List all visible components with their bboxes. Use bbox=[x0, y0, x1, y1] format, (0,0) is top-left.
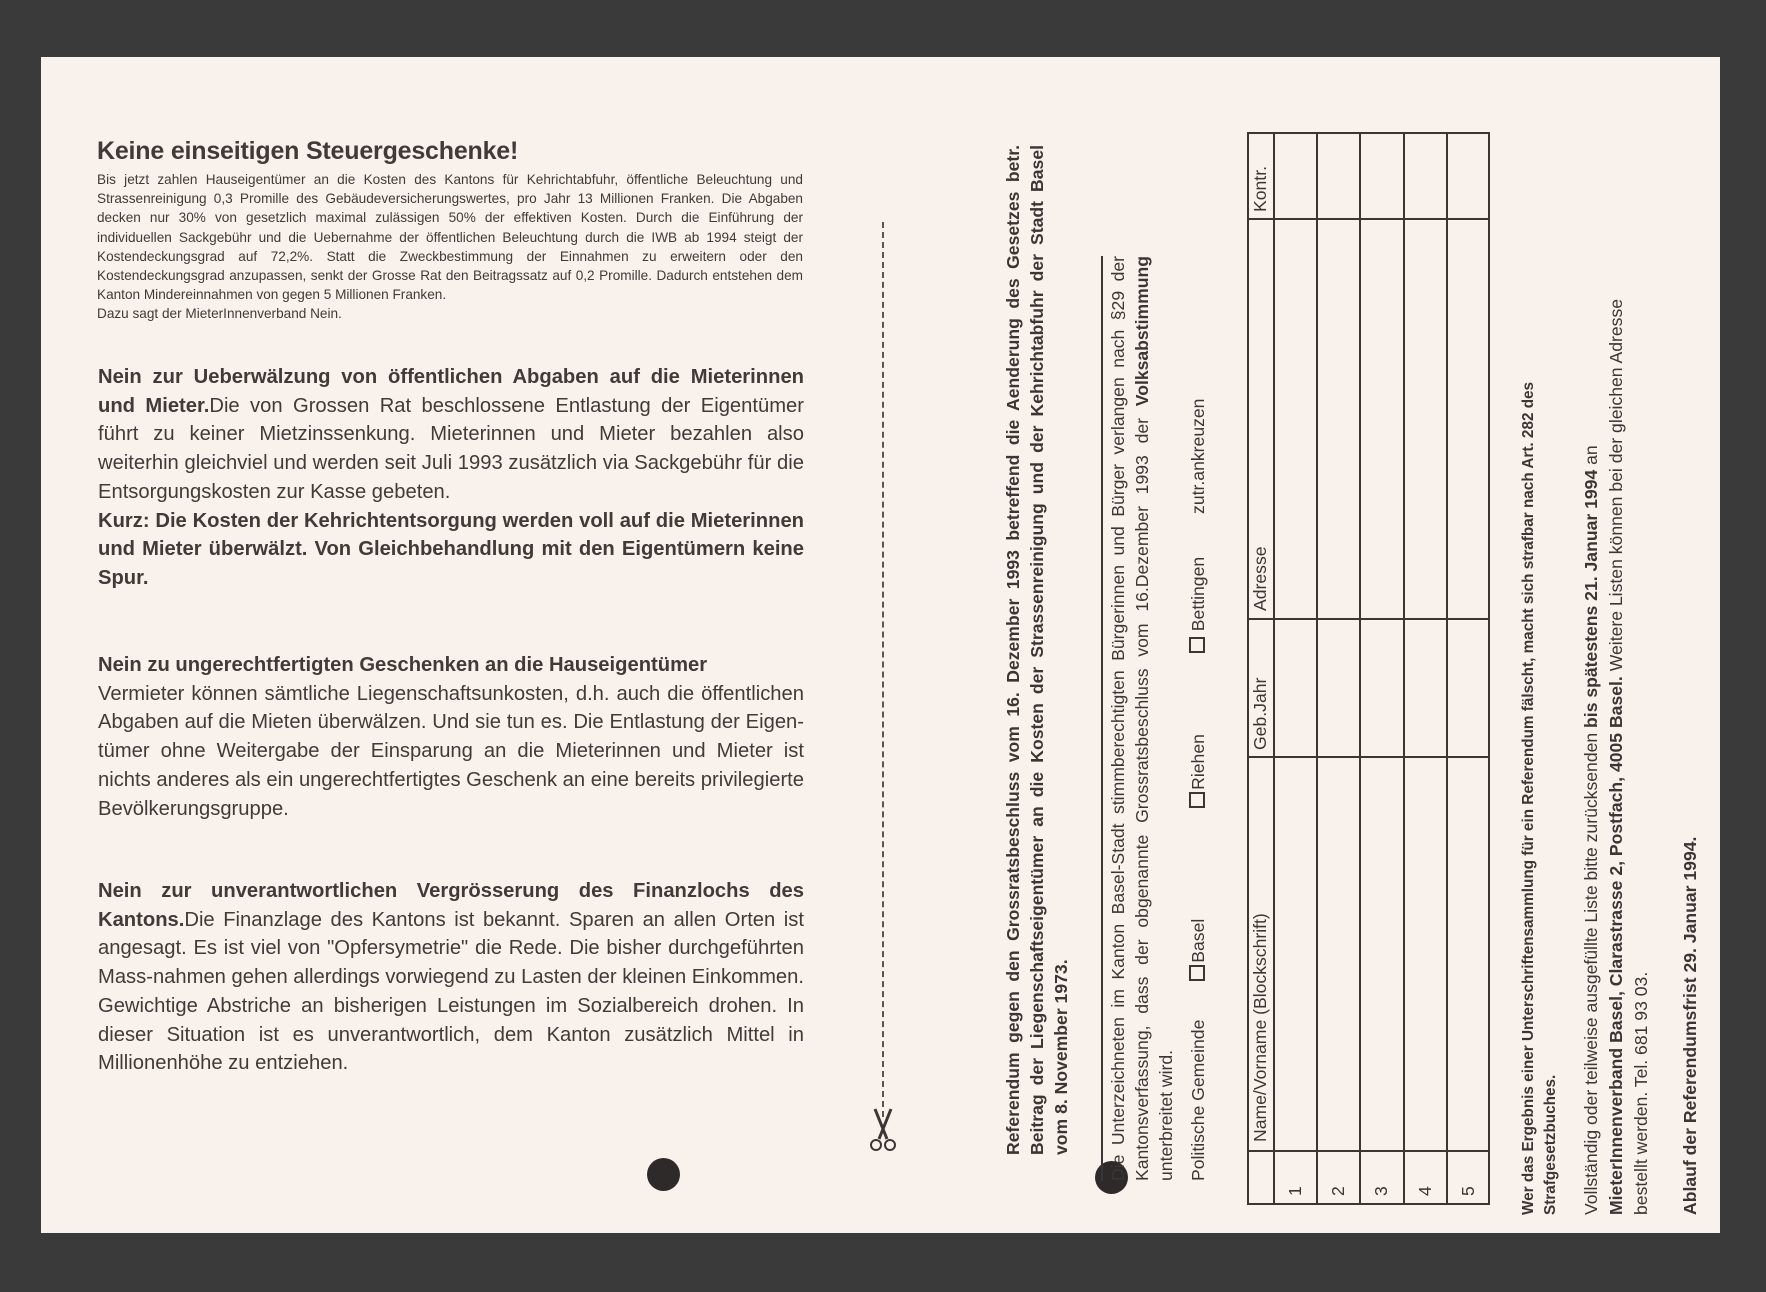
row-number: 3 bbox=[1371, 1186, 1391, 1196]
return-instructions: Vollständig oder teilweise ausgefüllte Liste bitte zurücksenden bis spätestens 21. Januar 1994 an MieterInnenverband Basel, Clarastrasse 2, Postfach, 4005 Basel. Weitere Listen können bei der gleichen Adresse bestellt werden. Tel. 681 93 03. bbox=[1579, 305, 1654, 1215]
signers-line: unterbreitet wird. bbox=[1156, 1049, 1176, 1181]
separator-line bbox=[1101, 256, 1103, 1181]
row-number: 1 bbox=[1285, 1186, 1305, 1196]
column-header-kontr: Kontr. bbox=[1250, 166, 1270, 212]
column-header-name: Name/Vorname (Blockschrift) bbox=[1250, 913, 1270, 1142]
referendum-line: Beitrag der Liegenschaftseigentümer an die Kosten der Strassenreinigung und der Kehrichtabfuhr der Stadt Basel bbox=[1027, 145, 1047, 1155]
table-rule bbox=[1273, 134, 1275, 1203]
section-heading: Nein zur unverantwortlichen Vergrösserung des Finanzlochs des Kantons. bbox=[98, 880, 804, 931]
intro-conclusion: Dazu sagt der MieterInnenverband Nein. bbox=[97, 306, 342, 322]
section-ueberwaelzung bbox=[98, 363, 804, 593]
gemeinde-selector bbox=[1186, 398, 1210, 1181]
deadline-note: Ablauf der Referendumsfrist 29. Januar 1994. bbox=[1680, 836, 1700, 1215]
table-rule bbox=[1249, 1150, 1488, 1152]
signers-statement bbox=[1106, 256, 1178, 1181]
table-rule bbox=[1403, 134, 1405, 1203]
forgery-warning: Wer das Ergebnis einer Unterschriftensammlung für ein Referendum fälscht, macht sich strafbar nach Art. 282 des Strafgesetzbuches. bbox=[1520, 381, 1559, 1215]
option-bettingen[interactable]: Bettingen bbox=[1186, 557, 1210, 653]
cut-line bbox=[882, 222, 884, 1117]
option-basel[interactable]: Basel bbox=[1186, 919, 1210, 981]
checkbox-bettingen[interactable] bbox=[1189, 637, 1205, 653]
main-heading: Keine einseitigen Steuergeschenke! bbox=[97, 137, 519, 165]
section-summary: Kurz: Die Kosten der Kehrichtentsorgung werden voll auf die Mieterinnen und Mieter überwälzt. Von Gleichbehandlung mit den Eigentümern keine Spur. bbox=[98, 509, 804, 589]
leaflet-page bbox=[41, 57, 1720, 1233]
section-text: Vermieter können sämtliche Liegenschaftsunkosten, d.h. auch die öffentlichen Abgaben auf die Mieten überwälzen. Und sie tun es. Die Entlastung der Eigen-tümer ohne Weitergabe der Einsparung an die Mieterinnen und Mieter ist nichts anderes als ein ungerechtfertigtes Geschenk an eine bereits privilegierte Bevölkerungsgruppe. bbox=[98, 682, 804, 820]
section-geschenke bbox=[98, 651, 804, 823]
table-rule bbox=[1446, 134, 1448, 1203]
table-rule bbox=[1359, 134, 1361, 1203]
gemeinde-hint: zutr.ankreuzen bbox=[1188, 398, 1208, 514]
phone-line: bestellt werden. Tel. 681 93 03. bbox=[1631, 971, 1651, 1215]
table-rule bbox=[1249, 618, 1488, 620]
signers-line: Die Unterzeichneten im Kanton Basel-Stadt stimmberechtigten Bürgerinnen und Bürger verlangen nach §29 der bbox=[1108, 256, 1128, 1181]
scissors-icon bbox=[867, 1107, 899, 1155]
row-number: 5 bbox=[1458, 1186, 1478, 1196]
table-rule bbox=[1249, 756, 1488, 758]
signers-line: Kantonsverfassung, dass der obgenannte Grossratsbeschluss vom 16.Dezember 1993 der bbox=[1132, 406, 1152, 1181]
section-text: Die von Grossen Rat beschlossene Entlastung der Eigentümer führt zu keiner Mietzinssenkung. Mieterinnen und Mieter bezahlen also weiterhin gleichviel und werden seit Juli 1993 zusätzlich via Sackgebühr für die Entsorgungskosten zur Kasse gebeten. bbox=[98, 394, 804, 503]
option-riehen[interactable]: Riehen bbox=[1186, 734, 1210, 808]
punch-hole bbox=[647, 1158, 680, 1191]
row-number: 4 bbox=[1415, 1186, 1435, 1196]
table-rule bbox=[1249, 218, 1488, 220]
signers-bold: Volksabstimmung bbox=[1132, 256, 1152, 407]
checkbox-riehen[interactable] bbox=[1189, 792, 1205, 808]
referendum-line: Referendum gegen den Grossratsbeschluss vom 16. Dezember 1993 betreffend die Aenderung des Gesetzes betr. bbox=[1003, 145, 1023, 1155]
section-text: Die Finanzlage des Kantons ist bekannt. Sparen an allen Orten ist angesagt. Es ist viel von "Opfersymetrie" die Rede. Die bisher durchgeführten Mass-nahmen gehen allerdings vorwiegend zu Lasten der kleinen Einkommen. Gewichtige Abstriche an bisherigen Leistungen im Sozialbereich drohen. In dieser Situation ist es unverantwortlich, dem Kanton zusätzlich Mittel in Millionenhöhe zu entziehen. bbox=[98, 908, 804, 1075]
row-number: 2 bbox=[1328, 1186, 1348, 1196]
section-finanzloch bbox=[98, 877, 804, 1078]
referendum-line: vom 8. November 1973. bbox=[1051, 959, 1071, 1155]
checkbox-basel[interactable] bbox=[1189, 965, 1205, 981]
gemeinde-label: Politische Gemeinde bbox=[1188, 1019, 1208, 1181]
intro-paragraph bbox=[97, 170, 803, 324]
return-address: MieterInnenverband Basel, Clarastrasse 2, Postfach, 4005 Basel. bbox=[1606, 676, 1626, 1215]
signature-table bbox=[1247, 132, 1490, 1205]
column-header-gebjahr: Geb.Jahr bbox=[1250, 677, 1270, 750]
referendum-title bbox=[1001, 145, 1073, 1155]
section-heading: Nein zur Ueberwälzung von öffentlichen Abgaben auf die Mieterinnen und Mieter. bbox=[98, 366, 804, 417]
section-heading: Nein zu ungerechtfertigten Geschenken an die Hauseigentümer bbox=[98, 654, 708, 676]
column-header-adresse: Adresse bbox=[1250, 546, 1270, 611]
intro-text: Bis jetzt zahlen Hauseigentümer an die Kosten des Kantons für Kehrichtabfuhr, öffentliche Beleuchtung und Strassenreinigung 0,3 Promille des Gebäudeversicherungswertes, pro Jahr 13 Millionen Franken. Die Abgaben decken nur 30% von gesetzlich maximal zulässigen 50% der effektiven Kosten. Durch die Einführung der individuellen Sackgebühr und die Uebernahme der öffentlichen Beleuchtung durch die IWB ab 1994 steigt der Kostendeckungsgrad auf 72,2%. Statt die Zweckbestimmung der Einnahmen zu erweitern oder den Kostendeckungsgrad anzupassen, senkt der Grosse Rat den Beitragssatz auf 0,2 Promille. Dadurch entstehen dem Kanton Mindereinnahmen von gegen 5 Millionen Franken. bbox=[97, 172, 803, 303]
table-rule bbox=[1316, 134, 1318, 1203]
